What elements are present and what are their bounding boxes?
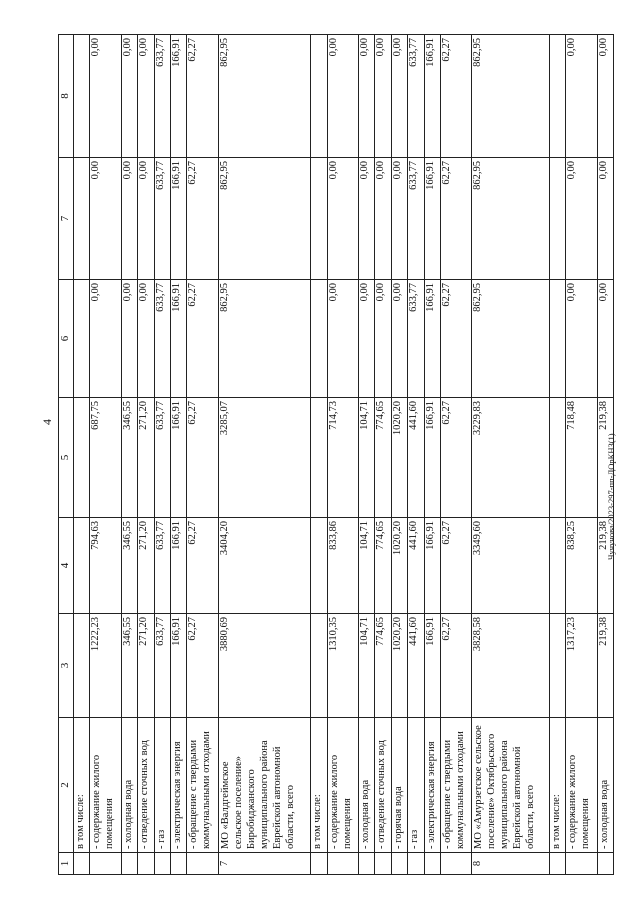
value-cell: 3880,69 xyxy=(218,614,310,718)
row-label: - холодная вода xyxy=(121,718,137,853)
row-label: - отведение сточных вод xyxy=(375,718,391,853)
value-cell: 0,00 xyxy=(121,158,137,280)
value-cell: 633,77 xyxy=(154,398,170,518)
row-label: - отведение сточных вод xyxy=(138,718,154,853)
value-cell: 166,91 xyxy=(170,158,186,280)
value-cell: 219,38 xyxy=(597,614,613,718)
value-cell: 0,00 xyxy=(327,35,359,158)
value-cell: 62,27 xyxy=(440,35,472,158)
value-cell: 104,71 xyxy=(359,398,375,518)
column-header: 3 xyxy=(59,614,74,718)
row-label: - холодная вода xyxy=(597,718,613,853)
value-cell: 1020,20 xyxy=(391,398,407,518)
table-row xyxy=(170,35,186,875)
value-cell xyxy=(74,35,90,158)
row-index xyxy=(74,853,90,875)
value-cell: 62,27 xyxy=(187,398,219,518)
value-cell: 62,27 xyxy=(440,398,472,518)
value-cell xyxy=(549,158,565,280)
value-cell: 219,38 xyxy=(597,518,613,614)
value-cell: 633,77 xyxy=(154,35,170,158)
table-row xyxy=(74,35,90,875)
value-cell xyxy=(311,398,327,518)
page-number: 4 xyxy=(40,419,54,425)
table-row xyxy=(391,35,407,875)
value-cell: 3229,83 xyxy=(472,398,549,518)
value-cell: 0,00 xyxy=(597,280,613,398)
document-reference: Чучунова/2023-297-пп-ДОрКНЗ(1) xyxy=(606,433,616,560)
value-cell: 62,27 xyxy=(187,35,219,158)
value-cell: 0,00 xyxy=(391,158,407,280)
row-index xyxy=(597,853,613,875)
value-cell: 441,60 xyxy=(408,614,424,718)
table-row xyxy=(597,35,613,875)
column-header: 5 xyxy=(59,398,74,518)
value-cell: 633,77 xyxy=(154,518,170,614)
value-cell: 862,95 xyxy=(218,158,310,280)
table-row xyxy=(311,35,327,875)
value-cell: 0,00 xyxy=(359,280,375,398)
value-cell: 104,71 xyxy=(359,518,375,614)
value-cell: 0,00 xyxy=(565,280,597,398)
value-cell xyxy=(549,398,565,518)
table-row xyxy=(121,35,137,875)
value-cell: 166,91 xyxy=(424,518,440,614)
value-cell: 346,55 xyxy=(121,398,137,518)
row-label: МО «Амурзетское сельское поселение» Октябрьского муниципального района Еврейской автономной области, всего xyxy=(472,718,549,853)
row-index xyxy=(375,853,391,875)
table-row xyxy=(424,35,440,875)
value-cell: 1222,23 xyxy=(90,614,122,718)
value-cell: 62,27 xyxy=(187,158,219,280)
header-row xyxy=(59,35,74,875)
row-index xyxy=(408,853,424,875)
row-index: 7 xyxy=(218,853,310,875)
value-cell xyxy=(74,280,90,398)
value-cell: 0,00 xyxy=(391,35,407,158)
value-cell: 687,75 xyxy=(90,398,122,518)
table-row xyxy=(549,35,565,875)
value-cell: 3828,58 xyxy=(472,614,549,718)
column-header: 7 xyxy=(59,158,74,280)
row-label: - газ xyxy=(408,718,424,853)
value-cell: 862,95 xyxy=(472,158,549,280)
value-cell: 166,91 xyxy=(424,280,440,398)
value-cell: 0,00 xyxy=(565,158,597,280)
value-cell: 0,00 xyxy=(138,35,154,158)
value-cell xyxy=(74,398,90,518)
value-cell: 718,48 xyxy=(565,398,597,518)
value-cell: 862,95 xyxy=(472,280,549,398)
table-row xyxy=(154,35,170,875)
value-cell: 219,38 xyxy=(597,398,613,518)
value-cell: 271,20 xyxy=(138,398,154,518)
value-cell: 774,65 xyxy=(375,614,391,718)
value-cell: 0,00 xyxy=(359,35,375,158)
row-index xyxy=(311,853,327,875)
value-cell: 3349,60 xyxy=(472,518,549,614)
value-cell: 633,77 xyxy=(408,35,424,158)
value-cell: 3285,07 xyxy=(218,398,310,518)
value-cell: 714,73 xyxy=(327,398,359,518)
column-header: 2 xyxy=(59,718,74,853)
value-cell xyxy=(311,158,327,280)
table-row xyxy=(408,35,424,875)
value-cell: 271,20 xyxy=(138,518,154,614)
value-cell: 271,20 xyxy=(138,614,154,718)
column-header: 6 xyxy=(59,280,74,398)
value-cell: 0,00 xyxy=(90,35,122,158)
row-index xyxy=(187,853,219,875)
value-cell xyxy=(549,280,565,398)
value-cell: 346,55 xyxy=(121,614,137,718)
value-cell: 62,27 xyxy=(440,518,472,614)
value-cell: 862,95 xyxy=(218,35,310,158)
value-cell xyxy=(311,518,327,614)
row-index xyxy=(549,853,565,875)
row-index xyxy=(170,853,186,875)
value-cell: 774,65 xyxy=(375,518,391,614)
row-label: - обращение с твердыми коммунальными отходами xyxy=(187,718,219,853)
value-cell: 166,91 xyxy=(424,35,440,158)
value-cell: 0,00 xyxy=(327,280,359,398)
value-cell: 0,00 xyxy=(121,35,137,158)
value-cell: 862,95 xyxy=(472,35,549,158)
row-label: - холодная вода xyxy=(359,718,375,853)
value-cell xyxy=(311,35,327,158)
row-index xyxy=(565,853,597,875)
row-label: - содержание жилого помещения xyxy=(90,718,122,853)
value-cell: 441,60 xyxy=(408,518,424,614)
value-cell: 346,55 xyxy=(121,518,137,614)
value-cell: 166,91 xyxy=(170,518,186,614)
table-row xyxy=(472,35,549,875)
value-cell: 62,27 xyxy=(440,158,472,280)
value-cell: 1020,20 xyxy=(391,614,407,718)
row-label: в том числе: xyxy=(311,718,327,853)
value-cell: 166,91 xyxy=(424,398,440,518)
value-cell: 1310,35 xyxy=(327,614,359,718)
value-cell: 166,91 xyxy=(424,158,440,280)
value-cell: 62,27 xyxy=(187,518,219,614)
value-cell: 62,27 xyxy=(440,614,472,718)
table-row xyxy=(90,35,122,875)
value-cell: 774,65 xyxy=(375,398,391,518)
value-cell xyxy=(549,518,565,614)
value-cell: 0,00 xyxy=(375,158,391,280)
row-label: - электрическая энергия xyxy=(170,718,186,853)
value-cell: 62,27 xyxy=(187,280,219,398)
value-cell: 1020,20 xyxy=(391,518,407,614)
value-cell xyxy=(549,35,565,158)
value-cell: 0,00 xyxy=(121,280,137,398)
value-cell: 838,25 xyxy=(565,518,597,614)
table-body xyxy=(74,35,614,875)
row-label: в том числе: xyxy=(74,718,90,853)
column-header: 4 xyxy=(59,518,74,614)
value-cell: 62,27 xyxy=(187,614,219,718)
row-label: - газ xyxy=(154,718,170,853)
value-cell: 633,77 xyxy=(154,280,170,398)
row-index xyxy=(327,853,359,875)
value-cell: 633,77 xyxy=(408,158,424,280)
table-row xyxy=(375,35,391,875)
value-cell: 166,91 xyxy=(170,398,186,518)
value-cell: 833,86 xyxy=(327,518,359,614)
value-cell: 166,91 xyxy=(170,614,186,718)
value-cell: 0,00 xyxy=(90,158,122,280)
row-label: - содержание жилого помещения xyxy=(565,718,597,853)
value-cell: 0,00 xyxy=(138,158,154,280)
column-header: 8 xyxy=(59,35,74,158)
value-cell: 794,63 xyxy=(90,518,122,614)
row-label: в том числе: xyxy=(549,718,565,853)
value-cell: 0,00 xyxy=(565,35,597,158)
value-cell: 166,91 xyxy=(170,35,186,158)
rotated-table-wrapper xyxy=(58,35,614,875)
value-cell: 0,00 xyxy=(359,158,375,280)
value-cell: 0,00 xyxy=(375,280,391,398)
value-cell: 1317,23 xyxy=(565,614,597,718)
row-index xyxy=(121,853,137,875)
value-cell: 104,71 xyxy=(359,614,375,718)
row-index xyxy=(440,853,472,875)
utility-payments-table xyxy=(58,34,614,875)
value-cell: 633,77 xyxy=(154,158,170,280)
row-label: - обращение с твердыми коммунальными отходами xyxy=(440,718,472,853)
value-cell: 62,27 xyxy=(440,280,472,398)
value-cell xyxy=(74,614,90,718)
value-cell: 0,00 xyxy=(327,158,359,280)
table-row xyxy=(187,35,219,875)
value-cell xyxy=(74,158,90,280)
table-row xyxy=(138,35,154,875)
table-row xyxy=(440,35,472,875)
row-label: - электрическая энергия xyxy=(424,718,440,853)
row-index xyxy=(391,853,407,875)
value-cell: 0,00 xyxy=(90,280,122,398)
value-cell xyxy=(311,614,327,718)
value-cell: 0,00 xyxy=(391,280,407,398)
value-cell xyxy=(311,280,327,398)
value-cell: 166,91 xyxy=(424,614,440,718)
value-cell: 633,77 xyxy=(154,614,170,718)
row-label: МО «Валдгеймское сельское поселение» Биробиджанского муниципального района Еврейской автономной области, всего xyxy=(218,718,310,853)
row-index xyxy=(359,853,375,875)
value-cell: 0,00 xyxy=(138,280,154,398)
column-header: 1 xyxy=(59,853,74,875)
value-cell: 862,95 xyxy=(218,280,310,398)
row-index: 8 xyxy=(472,853,549,875)
row-index xyxy=(138,853,154,875)
value-cell: 633,77 xyxy=(408,280,424,398)
value-cell: 0,00 xyxy=(597,35,613,158)
row-index xyxy=(424,853,440,875)
table-row xyxy=(565,35,597,875)
table-row xyxy=(359,35,375,875)
row-label: - содержание жилого помещения xyxy=(327,718,359,853)
value-cell: 0,00 xyxy=(597,158,613,280)
value-cell: 441,60 xyxy=(408,398,424,518)
value-cell xyxy=(549,614,565,718)
table-row xyxy=(218,35,310,875)
row-index xyxy=(154,853,170,875)
value-cell: 166,91 xyxy=(170,280,186,398)
row-index xyxy=(90,853,122,875)
value-cell: 0,00 xyxy=(375,35,391,158)
value-cell: 3404,20 xyxy=(218,518,310,614)
table-row xyxy=(327,35,359,875)
value-cell xyxy=(74,518,90,614)
row-label: - горячая вода xyxy=(391,718,407,853)
